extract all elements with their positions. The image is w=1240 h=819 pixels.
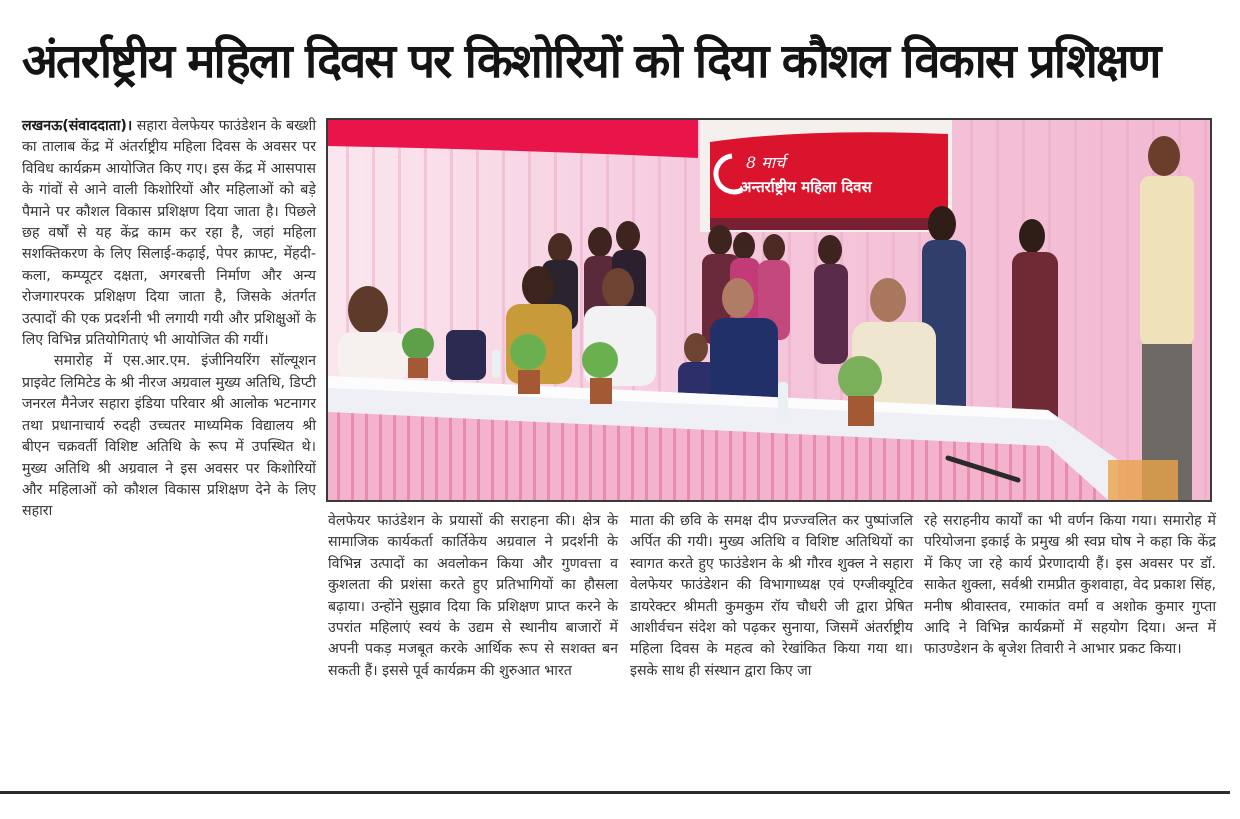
article-column-4-text: रहे सराहनीय कार्यों का भी वर्णन किया गया। समारोह में परियोजना इकाई के प्रमुख श्री स्वप्न घोष ने कहा कि केंद्र में किए जा रहे कार्य प्रेरणादायी हैं। इस अवसर पर डॉ. साकेत शुक्ला, सर्वश्री रामप्रीत कुशवाहा, वेद प्रकाश सिंह, मनीष श्रीवास्तव, रमाकांत वर्मा व अशोक कुमार गुप्ता आदि ने विभिन्न कार्यक्रमों में सहयोग दिया। अन्त में फाउण्डेशन के बृजेश तिवारी ने आभार प्रकट किया। bbox=[924, 513, 1216, 658]
article-paragraph-1 bbox=[22, 116, 316, 351]
dateline: लखनऊ(संवाददाता)। bbox=[22, 118, 133, 134]
banner-date: 8 मार्च bbox=[746, 153, 786, 172]
water-bottle bbox=[492, 350, 500, 378]
headline: अंतर्राष्ट्रीय महिला दिवस पर किशोरियों को दिया कौशल विकास प्रशिक्षण bbox=[22, 34, 1160, 89]
article-column-2 bbox=[328, 511, 618, 682]
event-banner bbox=[700, 120, 952, 232]
bottom-rule bbox=[0, 791, 1230, 794]
banner-title: अन्तर्राष्ट्रीय महिला दिवस bbox=[740, 178, 872, 196]
article-column-4 bbox=[924, 511, 1216, 661]
article-column-3 bbox=[630, 511, 913, 682]
flower-decoration bbox=[1108, 460, 1178, 500]
water-bottle bbox=[778, 382, 788, 418]
paragraph-text: सहारा वेलफेयर फाउंडेशन के बख्शी का तालाब केंद्र में अंतर्राष्ट्रीय महिला दिवस के अवसर पर विविध कार्यक्रम आयोजित किए गए। इस केंद्र में आसपास के गांवों से आने वाली किशोरियों और महिलाओं को बड़े पैमाने पर कौशल विकास प्रशिक्षण दिया जाता है। पिछले छह वर्षों से यह केंद्र काम कर रहा है, जहां महिला सशक्तिकरण के लिए सिलाई-कढ़ाई, पेपर क्राफ्ट, मेंहदी-कला, कम्प्यूटर दक्षता, अगरबत्ती निर्माण और अन्य रोजगारपरक प्रशिक्षण दिया जाता है, जिसके अंतर्गत उत्पादों की एक प्रदर्शनी भी लगायी गयी और प्रशिक्षुओं के लिए विभिन्न प्रतियोगिताएं भी आयोजित की गयीं। bbox=[22, 118, 316, 349]
article-column-1 bbox=[22, 116, 316, 523]
article-column-2-text: वेलफेयर फाउंडेशन के प्रयासों की सराहना की। क्षेत्र के सामाजिक कार्यकर्ता कार्तिकेय अग्रवाल ने प्रदर्शनी के विभिन्न उत्पादों का अवलोकन किया और गुणवत्ता व कुशलता की प्रशंसा करते हुए प्रतिभागियों का हौसला बढ़ाया। उन्होंने सुझाव दिया कि प्रशिक्षण प्राप्त करने के उपरांत महिलाएं स्वयं के उद्यम से स्थानीय बाजारों में अपनी पकड़ मजबूत करके आर्थिक रूप से सशक्त बन सकती हैं। इससे पूर्व कार्यक्रम की शुरुआत भारत bbox=[328, 513, 618, 679]
event-photo bbox=[326, 118, 1212, 502]
article-column-3-text: माता की छवि के समक्ष दीप प्रज्ज्वलित कर पुष्पांजलि अर्पित की गयी। मुख्य अतिथि व विशिष्ट अतिथियों का स्वागत करते हुए फाउंडेशन के श्री गौरव शुक्ल ने सहारा वेलफेयर फाउंडेशन की विभागाध्यक्ष एवं एग्जीक्यूटिव डायरेक्टर श्रीमती कुमकुम रॉय चौधरी जी द्वारा प्रेषित आशीर्वचन संदेश को पढ़कर सुनाया, जिसमें अंतर्राष्ट्रीय महिला दिवस के महत्व को रेखांकित किया गया था। इसके साथ ही संस्थान द्वारा किए जा bbox=[630, 513, 913, 679]
event-photo-illustration bbox=[328, 120, 1210, 500]
standing-man bbox=[1140, 136, 1194, 500]
article-paragraph-2: समारोह में एस.आर.एम. इंजीनियरिंग सॉल्यूशन प्राइवेट लिमिटेड के श्री नीरज अग्रवाल मुख्य अतिथि, डिप्टी जनरल मैनेजर सहारा इंडिया परिवार श्री आलोक भटनागर तथा प्रधानाचार्य रुदही उच्चतर माध्यमिक विद्यालय श्री बीएन चक्रवर्ती विशिष्ट अतिथि के रूप में उपस्थित थे। मुख्य अतिथि श्री अग्रवाल ने इस अवसर पर किशोरियों और महिलाओं को कौशल विकास प्रशिक्षण देने के लिए सहारा bbox=[22, 353, 316, 520]
